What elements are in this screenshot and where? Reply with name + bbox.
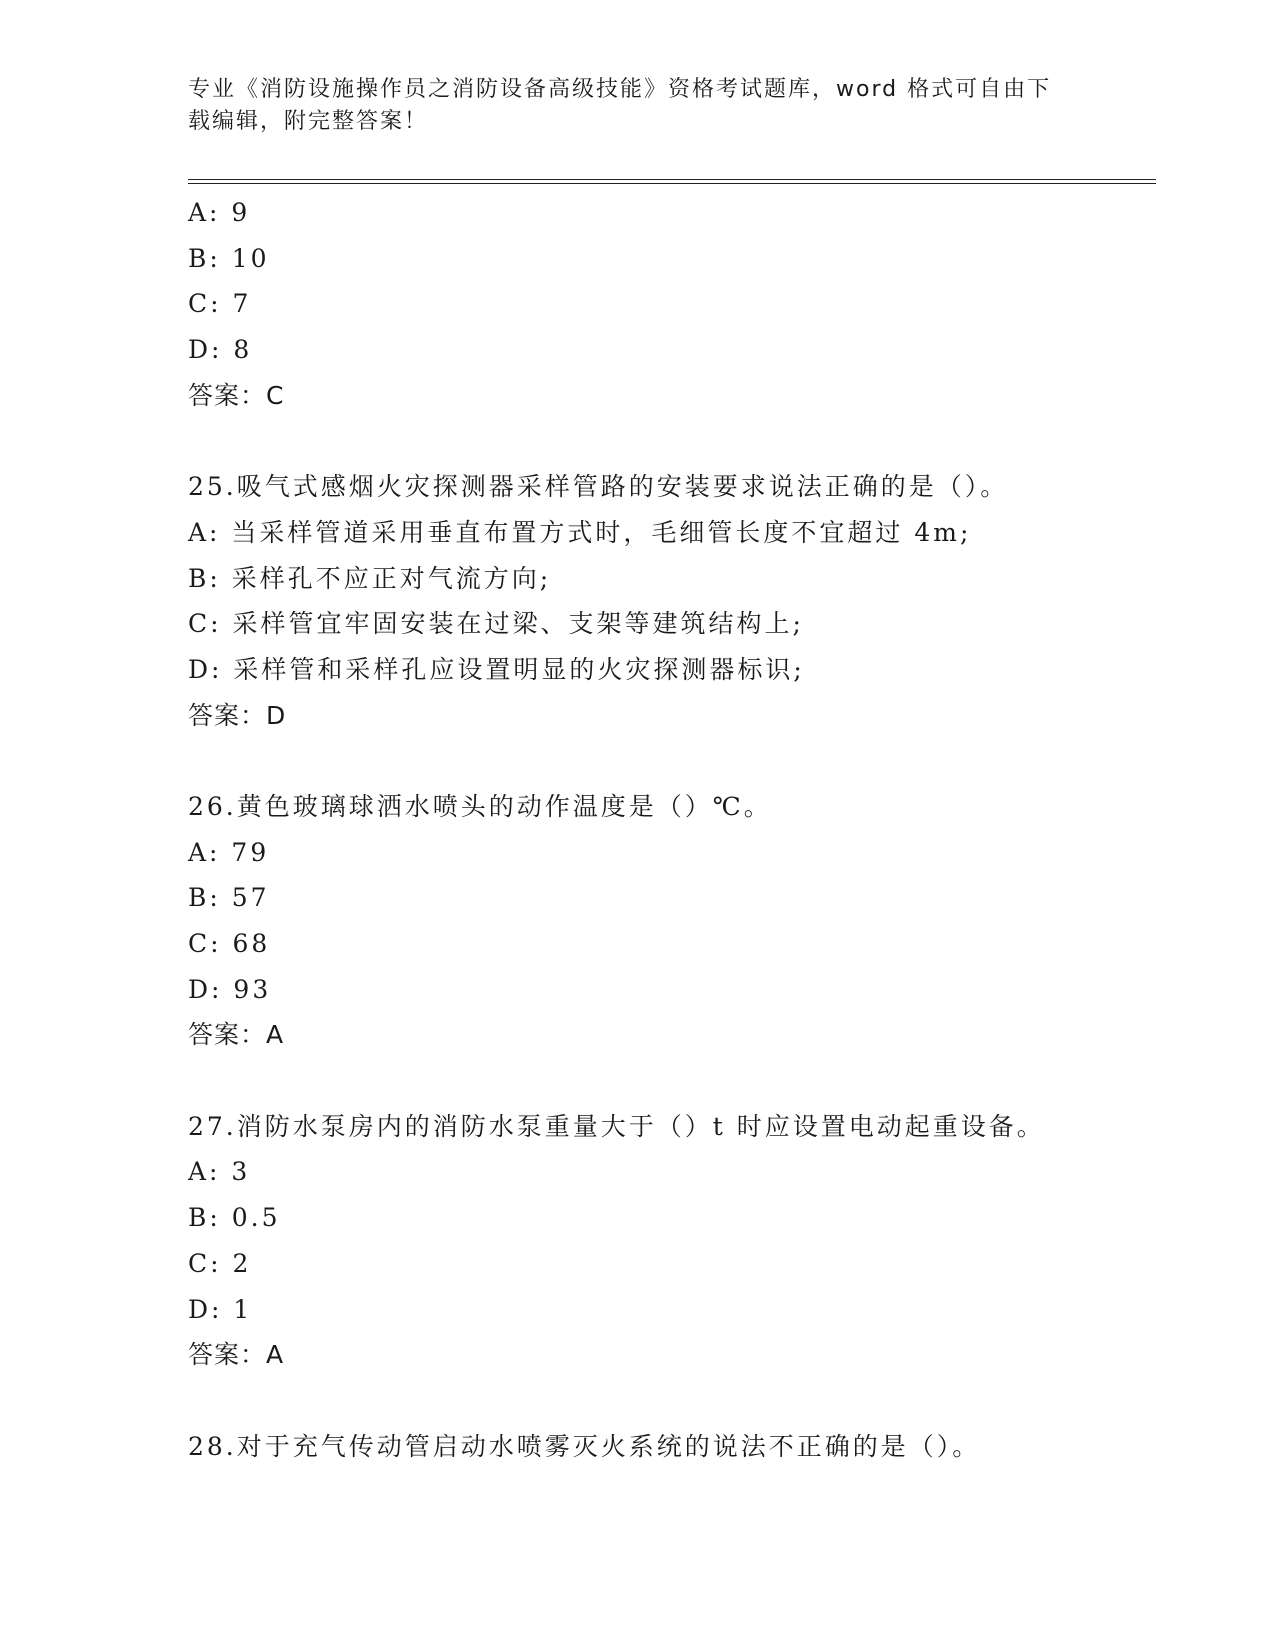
question-28-block	[188, 1424, 1168, 1470]
q24-option-a: A: 9	[188, 198, 251, 227]
header-rule-bottom	[188, 183, 1156, 184]
q26-question: 26.黄色玻璃球洒水喷头的动作温度是（）℃。	[188, 791, 772, 821]
q25-option-d: D: 采样管和采样孔应设置明显的火灾探测器标识;	[188, 654, 805, 684]
document-intro	[188, 74, 1068, 138]
spacer	[188, 738, 1168, 784]
question-25-block	[188, 464, 1168, 738]
q26-option-c: C: 68	[188, 929, 271, 958]
intro-line-1: 专业《消防设施操作员之消防设备高级技能》资格考试题库，word 格式可自由下	[188, 77, 1052, 102]
question-27-block	[188, 1104, 1168, 1378]
header-rule-top	[188, 179, 1156, 180]
question-26-block	[188, 784, 1168, 1058]
q28-question: 28.对于充气传动管启动水喷雾灭火系统的说法不正确的是（）。	[188, 1431, 981, 1461]
q24-answer: 答案：C	[188, 380, 285, 410]
q24-option-c: C: 7	[188, 289, 252, 319]
q24-option-b: B: 10	[188, 243, 270, 273]
q27-answer: 答案：A	[188, 1340, 285, 1370]
spacer	[188, 1058, 1168, 1104]
q25-option-c: C: 采样管宜牢固安装在过梁、支架等建筑结构上;	[188, 609, 804, 639]
intro-line-2: 载编辑，附完整答案！	[188, 109, 429, 134]
spacer	[188, 418, 1168, 464]
q26-option-d: D: 93	[188, 974, 272, 1004]
q27-option-b: B: 0.5	[188, 1203, 281, 1233]
question-24-block	[188, 190, 1168, 418]
q25-option-a: A: 当采样管道采用垂直布置方式时，毛细管长度不宜超过 4m;	[188, 517, 972, 547]
q27-question: 27.消防水泵房内的消防水泵重量大于（）t 时应设置电动起重设备。	[188, 1111, 1045, 1141]
q26-answer: 答案：A	[188, 1020, 285, 1050]
spacer	[188, 1378, 1168, 1424]
q26-option-b: B: 57	[188, 883, 270, 913]
q27-option-c: C: 2	[188, 1248, 252, 1278]
q25-question: 25.吸气式感烟火灾探测器采样管路的安装要求说法正确的是（）。	[188, 472, 1009, 502]
q27-option-a: A: 3	[188, 1157, 251, 1187]
q25-option-b: B: 采样孔不应正对气流方向;	[188, 563, 552, 593]
q24-option-d: D: 8	[188, 335, 253, 365]
question-list	[188, 190, 1168, 1469]
q26-option-a: A: 79	[188, 837, 270, 867]
q25-answer: 答案：D	[188, 700, 287, 730]
q27-option-d: D: 1	[188, 1294, 253, 1324]
